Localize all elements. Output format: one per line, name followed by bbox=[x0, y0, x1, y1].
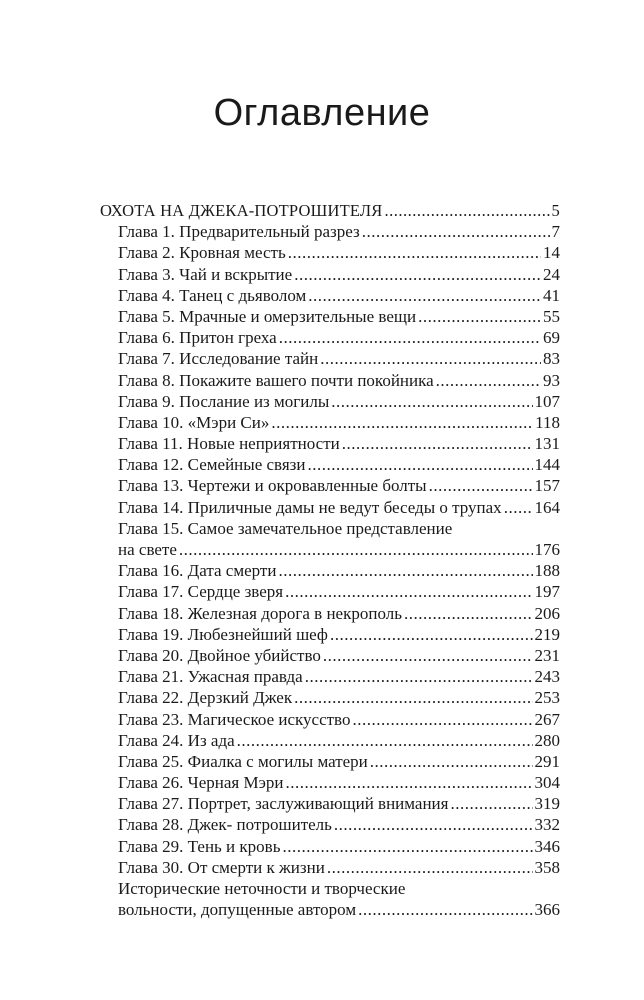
toc-entry bbox=[100, 751, 560, 772]
toc-entry bbox=[100, 433, 560, 454]
toc-entry-page: 231 bbox=[534, 645, 560, 665]
toc-entry-label: Глава 28. Джек- потрошитель bbox=[118, 815, 332, 835]
toc-entry bbox=[100, 836, 560, 857]
toc-entry bbox=[100, 412, 560, 433]
dot-leader bbox=[285, 581, 532, 602]
toc-entry-label: Глава 26. Черная Мэри bbox=[118, 773, 284, 793]
toc-entry bbox=[100, 454, 560, 475]
toc-entry-label: Глава 2. Кровная месть bbox=[118, 243, 286, 263]
toc-entry-page: 164 bbox=[534, 497, 560, 517]
toc-entry-label: Глава 17. Сердце зверя bbox=[118, 582, 284, 602]
toc-entry-label: Глава 16. Дата смерти bbox=[118, 561, 277, 581]
toc-entry-page: 157 bbox=[534, 476, 560, 496]
toc-entry-page: 176 bbox=[534, 540, 560, 559]
toc-entry-label: Глава 4. Танец с дьяволом bbox=[118, 285, 307, 305]
toc-entry-page: 197 bbox=[534, 582, 560, 602]
toc-entry bbox=[100, 709, 560, 730]
toc-entry-label: Глава 23. Магическое искусство bbox=[118, 709, 351, 729]
toc-entry-label: Глава 8. Покажите вашего почти покойника bbox=[118, 370, 434, 390]
toc-entry-label: Исторические неточности и творческие bbox=[118, 879, 406, 898]
toc-entry-page: 5 bbox=[551, 201, 560, 220]
toc-entry bbox=[100, 221, 560, 242]
toc-entry-label: Глава 1. Предварительный разрез bbox=[118, 222, 360, 242]
toc-entry-page: 107 bbox=[534, 391, 560, 411]
toc-entry-label: Глава 12. Семейные связи bbox=[118, 455, 306, 475]
toc-entry-label: Глава 20. Двойное убийство bbox=[118, 645, 321, 665]
toc-entry-label: вольности, допущенные автором bbox=[118, 900, 357, 920]
toc-entry-page: 291 bbox=[534, 751, 560, 771]
dot-leader bbox=[305, 666, 533, 687]
dot-leader bbox=[362, 221, 550, 242]
toc-entry-page: 358 bbox=[534, 857, 560, 877]
toc-entry bbox=[100, 560, 560, 581]
toc-entry-label: Глава 6. Притон греха bbox=[118, 328, 277, 348]
dot-leader bbox=[237, 730, 533, 751]
dot-leader bbox=[327, 857, 533, 878]
dot-leader bbox=[358, 899, 532, 920]
toc-entry bbox=[100, 370, 560, 391]
toc-entry bbox=[100, 793, 560, 814]
dot-leader bbox=[436, 370, 541, 391]
dot-leader bbox=[308, 285, 541, 306]
toc-entry bbox=[100, 264, 560, 285]
toc-entry-label: ОХОТА НА ДЖЕКА-ПОТРОШИТЕЛЯ bbox=[100, 201, 383, 220]
toc-entry-label: Глава 30. От смерти к жизни bbox=[118, 857, 325, 877]
toc-entry-label: Глава 19. Любезнейший шеф bbox=[118, 624, 328, 644]
dot-leader bbox=[404, 603, 533, 624]
toc-entry-page: 93 bbox=[543, 370, 560, 390]
toc-entry-label: Глава 14. Приличные дамы не ведут беседы о трупах bbox=[118, 497, 502, 517]
toc-entry bbox=[100, 687, 560, 708]
toc-entry bbox=[100, 857, 560, 878]
toc-entry bbox=[100, 730, 560, 751]
dot-leader bbox=[278, 560, 532, 581]
dot-leader bbox=[282, 836, 532, 857]
toc-entry-page: 332 bbox=[534, 815, 560, 835]
dot-leader bbox=[429, 475, 533, 496]
toc-entry-label: Глава 9. Послание из могилы bbox=[118, 391, 330, 411]
toc-entry bbox=[100, 285, 560, 306]
dot-leader bbox=[385, 200, 550, 221]
dot-leader bbox=[418, 306, 541, 327]
toc-entry-page: 219 bbox=[534, 624, 560, 644]
dot-leader bbox=[330, 624, 533, 645]
dot-leader bbox=[179, 539, 533, 560]
toc-entry-label: Глава 10. «Мэри Си» bbox=[118, 412, 270, 432]
toc-entry-page: 366 bbox=[534, 900, 560, 920]
toc-entry-page: 280 bbox=[534, 730, 560, 750]
toc-entry-page: 7 bbox=[551, 222, 560, 242]
toc-entry-page: 188 bbox=[534, 561, 560, 581]
toc-entry-page: 346 bbox=[534, 836, 560, 856]
page-title: Оглавление bbox=[213, 92, 431, 134]
toc-entry-label: Глава 24. Из ада bbox=[118, 730, 235, 750]
toc-entry-page: 118 bbox=[535, 412, 560, 432]
toc-entry-label: Глава 3. Чай и вскрытие bbox=[118, 264, 293, 284]
toc-entry-first-line bbox=[100, 518, 560, 539]
toc-entry-label: Глава 22. Дерзкий Джек bbox=[118, 688, 293, 708]
dot-leader bbox=[294, 264, 541, 285]
toc-entry bbox=[100, 348, 560, 369]
toc-entry-page: 41 bbox=[543, 285, 560, 305]
toc-entry-label: Глава 29. Тень и кровь bbox=[118, 836, 281, 856]
dot-leader bbox=[334, 814, 533, 835]
toc-entry-page: 319 bbox=[534, 794, 560, 814]
dot-leader bbox=[504, 497, 533, 518]
toc-entry-label: Глава 21. Ужасная правда bbox=[118, 667, 303, 687]
toc-entry-first-line bbox=[100, 878, 560, 899]
dot-leader bbox=[342, 433, 533, 454]
toc-entry bbox=[100, 603, 560, 624]
toc-entries bbox=[100, 221, 560, 920]
toc-entry-label: Глава 5. Мрачные и омерзительные вещи bbox=[118, 306, 417, 326]
toc-entry bbox=[100, 539, 560, 560]
toc-entry-page: 253 bbox=[534, 688, 560, 708]
toc-entry bbox=[100, 581, 560, 602]
dot-leader bbox=[271, 412, 533, 433]
toc-entry-label: на свете bbox=[118, 540, 177, 559]
toc-entry-page: 267 bbox=[534, 709, 560, 729]
toc-entry-label: Глава 13. Чертежи и окровавленные болты bbox=[118, 476, 427, 496]
toc-entry-page: 14 bbox=[543, 243, 560, 263]
toc-entry-label: Глава 7. Исследование тайн bbox=[118, 349, 319, 369]
toc-entry bbox=[100, 666, 560, 687]
toc-entry bbox=[100, 306, 560, 327]
dot-leader bbox=[307, 454, 532, 475]
toc-entry bbox=[100, 772, 560, 793]
toc-entry-page: 69 bbox=[543, 328, 560, 348]
table-of-contents bbox=[100, 200, 560, 920]
toc-entry bbox=[100, 242, 560, 263]
toc-entry-page: 206 bbox=[534, 603, 560, 623]
toc-entry bbox=[100, 497, 560, 518]
dot-leader bbox=[320, 348, 541, 369]
toc-entry-page: 144 bbox=[534, 455, 560, 475]
dot-leader bbox=[352, 709, 532, 730]
toc-entry-label: Глава 18. Железная дорога в некрополь bbox=[118, 603, 402, 623]
toc-entry-page: 243 bbox=[534, 667, 560, 687]
toc-entry-label: Глава 27. Портрет, заслуживающий внимания bbox=[118, 794, 449, 814]
toc-entry bbox=[100, 645, 560, 666]
dot-leader bbox=[323, 645, 533, 666]
toc-entry bbox=[100, 899, 560, 920]
toc-entry-page: 131 bbox=[534, 434, 560, 454]
toc-entry bbox=[100, 624, 560, 645]
toc-entry bbox=[100, 814, 560, 835]
dot-leader bbox=[331, 391, 532, 412]
toc-entry-page: 24 bbox=[543, 264, 560, 284]
dot-leader bbox=[279, 327, 541, 348]
toc-entry bbox=[100, 475, 560, 496]
toc-entry-label: Глава 15. Самое замечательное представление bbox=[118, 518, 453, 538]
dot-leader bbox=[450, 793, 532, 814]
toc-part-entry bbox=[100, 200, 560, 221]
toc-entry bbox=[100, 391, 560, 412]
dot-leader bbox=[370, 751, 533, 772]
toc-entry-label: Глава 25. Фиалка с могилы матери bbox=[118, 751, 368, 771]
dot-leader bbox=[294, 687, 532, 708]
toc-entry-page: 304 bbox=[534, 773, 560, 793]
toc-entry bbox=[100, 327, 560, 348]
toc-entry-page: 55 bbox=[543, 306, 560, 326]
dot-leader bbox=[286, 772, 533, 793]
toc-entry-page: 83 bbox=[543, 349, 560, 369]
dot-leader bbox=[288, 242, 541, 263]
toc-entry-label: Глава 11. Новые неприятности bbox=[118, 434, 340, 454]
